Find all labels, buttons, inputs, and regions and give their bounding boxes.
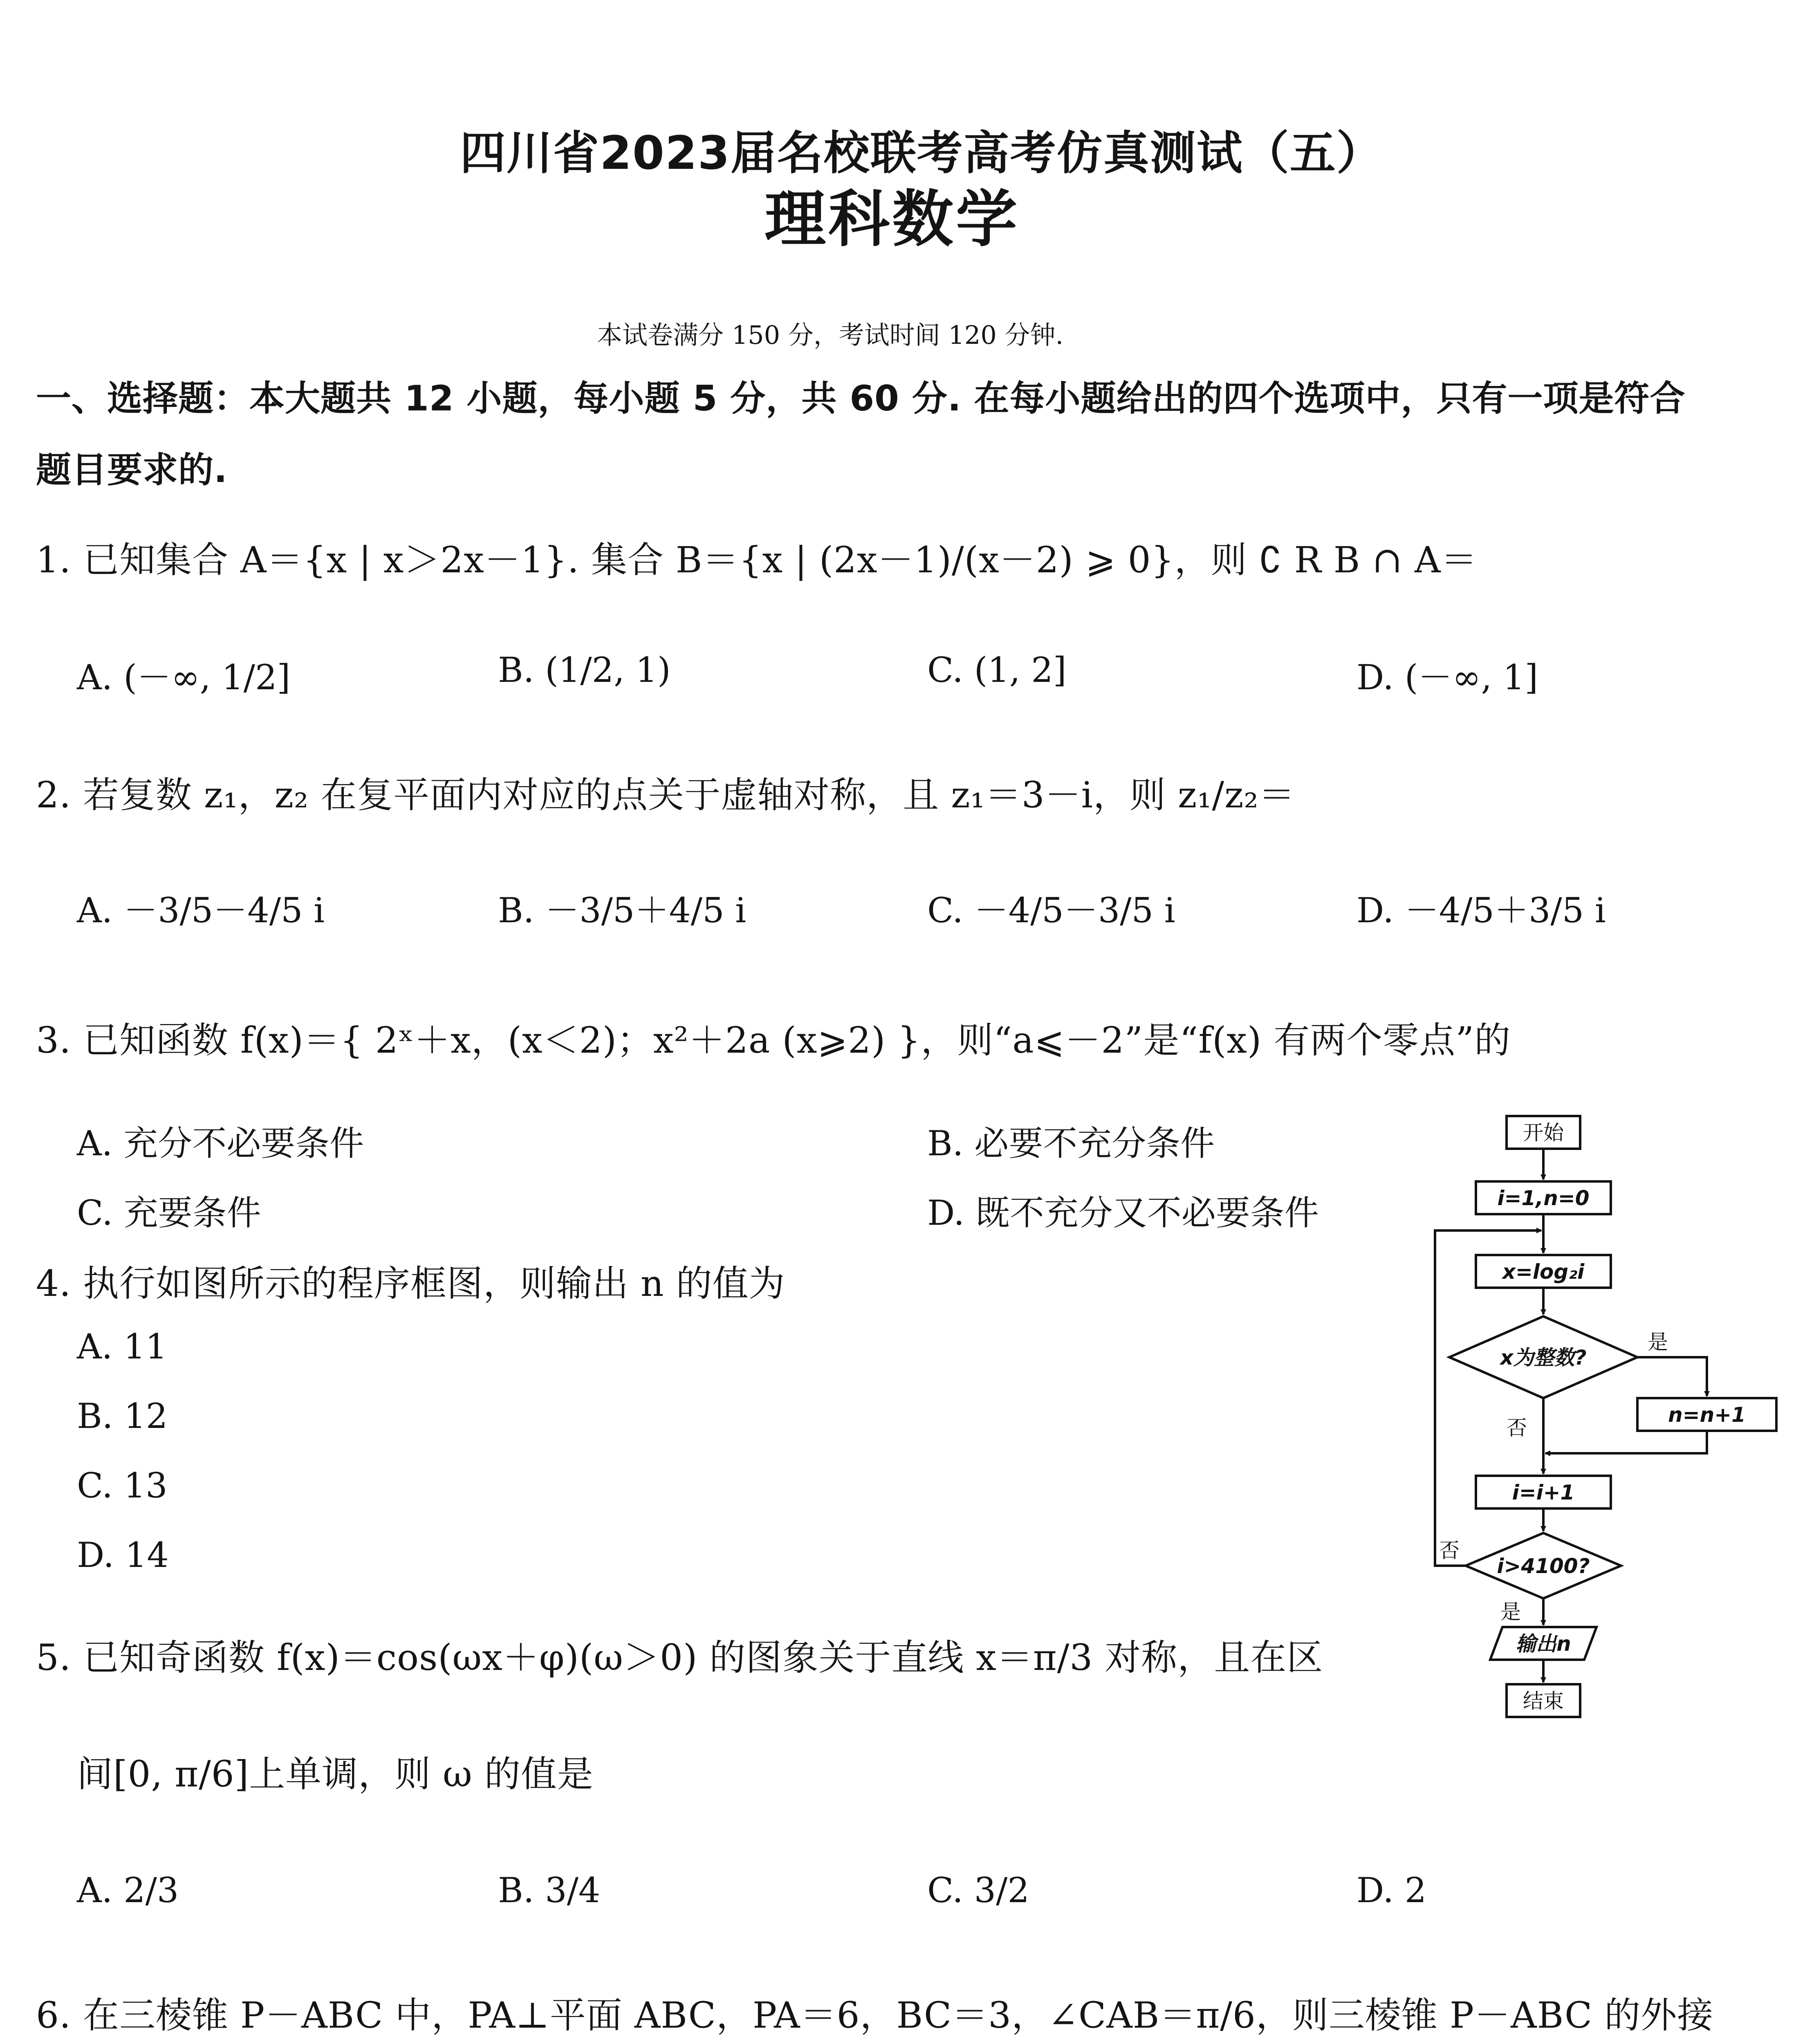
flowchart-update-n-label: n=n+1	[1668, 1403, 1746, 1427]
program-flowchart	[1419, 1112, 1791, 1725]
question-5-option-a: A. 2/3	[77, 1870, 179, 1910]
section-heading-line2: 题目要求的.	[36, 450, 228, 491]
exam-title: 四川省2023届名校联考高考仿真测试（五）	[460, 127, 1383, 180]
question-3-option-c: C. 充要条件	[77, 1193, 261, 1233]
question-2-stem: 2. 若复数 z₁，z₂ 在复平面内对应的点关于虚轴对称，且 z₁＝3－i，则 z₁/z₂＝	[36, 774, 1295, 816]
question-4-stem: 4. 执行如图所示的程序框图，则输出 n 的值为	[36, 1262, 785, 1304]
question-3-option-d: D. 既不充分又不必要条件	[927, 1193, 1319, 1233]
flowchart-start-label: 开始	[1523, 1121, 1564, 1145]
question-4-option-d: D. 14	[77, 1535, 169, 1575]
flowchart-yes-label-2: 是	[1500, 1600, 1521, 1624]
flowchart-end-label: 结束	[1523, 1689, 1564, 1713]
question-5-option-d: D. 2	[1357, 1870, 1427, 1910]
question-1-option-b: B. (1/2, 1)	[498, 650, 671, 690]
subject-title: 理科数学	[765, 184, 1020, 255]
question-4-option-b: B. 12	[77, 1396, 168, 1436]
question-3-option-b: B. 必要不充分条件	[927, 1123, 1215, 1163]
flowchart-decision-integer-label: x为整数?	[1500, 1346, 1587, 1369]
flowchart-init-label: i=1,n=0	[1497, 1186, 1590, 1210]
question-1-option-a: A. (－∞, 1/2]	[77, 657, 291, 697]
question-2-option-d: D. －4/5＋3/5 i	[1357, 890, 1606, 930]
question-3-option-a: A. 充分不必要条件	[77, 1123, 364, 1163]
question-2-option-c: C. －4/5－3/5 i	[927, 890, 1175, 930]
section-heading-line1: 一、选择题：本大题共 12 小题，每小题 5 分，共 60 分. 在每小题给出的四个选项中，只有一项是符合	[36, 378, 1686, 419]
flowchart-output-label: 输出n	[1516, 1632, 1571, 1656]
flowchart-yes-label-1: 是	[1648, 1330, 1668, 1354]
question-6-stem-line1: 6. 在三棱锥 P－ABC 中，PA⊥平面 ABC，PA＝6，BC＝3，∠CAB＝π/6，则三棱锥 P－ABC 的外接	[36, 1994, 1714, 2036]
question-1-option-d: D. (－∞, 1]	[1357, 657, 1538, 697]
question-5-stem-line1: 5. 已知奇函数 f(x)＝cos(ωx＋φ)(ω＞0) 的图象关于直线 x＝π/3 对称，且在区	[36, 1636, 1323, 1679]
question-5-option-b: B. 3/4	[498, 1870, 601, 1910]
flowchart-update-i-label: i=i+1	[1512, 1481, 1575, 1504]
question-4-option-c: C. 13	[77, 1466, 168, 1506]
flowchart-assign-label: x=log₂i	[1502, 1260, 1585, 1284]
flowchart-decision-limit-label: i>4100?	[1497, 1554, 1590, 1578]
question-1-stem: 1. 已知集合 A＝{x | x＞2x－1}. 集合 B＝{x | (2x－1)/(x－2) ⩾ 0}，则 ∁ R B ∩ A＝	[36, 539, 1478, 581]
question-5-stem-line2: 间[0, π/6]上单调，则 ω 的值是	[77, 1753, 594, 1795]
question-2-option-a: A. －3/5－4/5 i	[77, 890, 325, 930]
question-4-option-a: A. 11	[77, 1327, 167, 1367]
flowchart-no-label-2: 否	[1439, 1539, 1460, 1562]
exam-note: 本试卷满分 150 分，考试时间 120 分钟.	[597, 320, 1064, 350]
flowchart-no-label-1: 否	[1507, 1416, 1527, 1440]
question-2-option-b: B. －3/5＋4/5 i	[498, 890, 747, 930]
question-3-stem: 3. 已知函数 f(x)＝{ 2ˣ＋x，(x＜2)；x²＋2a (x⩾2) }，则“a⩽－2”是“f(x) 有两个零点”的	[36, 1019, 1511, 1061]
question-1-option-c: C. (1, 2]	[927, 650, 1067, 690]
question-5-option-c: C. 3/2	[927, 1870, 1029, 1910]
